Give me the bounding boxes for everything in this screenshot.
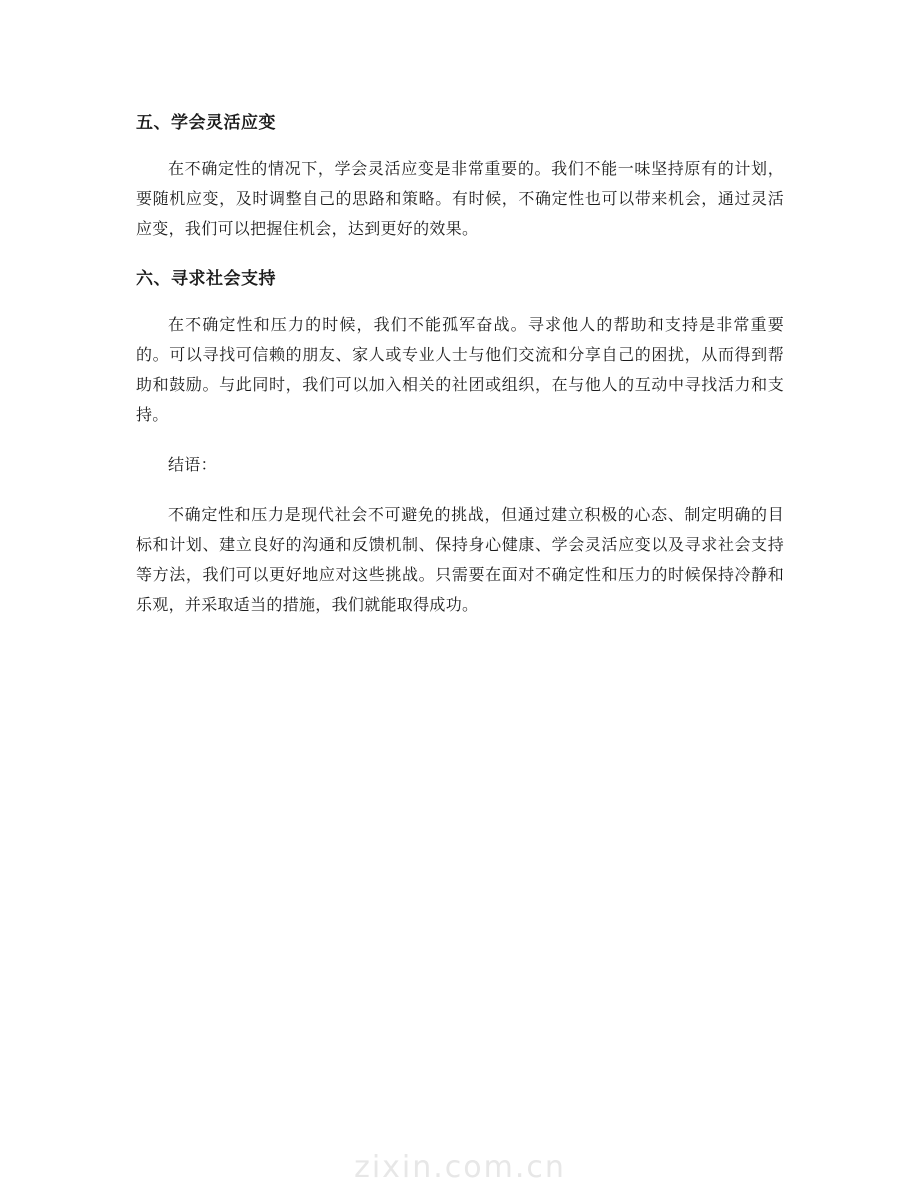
section-heading-5: 五、学会灵活应变: [136, 113, 276, 133]
conclusion-paragraph: 不确定性和压力是现代社会不可避免的挑战，但通过建立积极的心态、制定明确的目标和计划、建立良好的沟通和反馈机制、保持身心健康、学会灵活应变以及寻求社会支持等方法，我们可以更好地应对这些挑战。只需要在面对不确定性和压力的时候保持冷静和乐观，并采取适当的措施，我们就能取得成功。: [136, 505, 784, 614]
section-paragraph-5: 在不确定性的情况下，学会灵活应变是非常重要的。我们不能一味坚持原有的计划，要随机应变，及时调整自己的思路和策略。有时候，不确定性也可以带来机会，通过灵活应变，我们可以把握住机会，达到更好的效果。: [136, 159, 784, 238]
watermark: zixin.com.cn: [354, 1150, 566, 1185]
section-heading-6: 六、寻求社会支持: [136, 269, 276, 289]
document-page: [136, 100, 784, 640]
conclusion-label: 结语：: [168, 455, 217, 474]
section-paragraph-6: 在不确定性和压力的时候，我们不能孤军奋战。寻求他人的帮助和支持是非常重要的。可以寻找可信赖的朋友、家人或专业人士与他们交流和分享自己的困扰，从而得到帮助和鼓励。与此同时，我们可以加入相关的社团或组织，在与他人的互动中寻找活力和支持。: [136, 315, 784, 424]
